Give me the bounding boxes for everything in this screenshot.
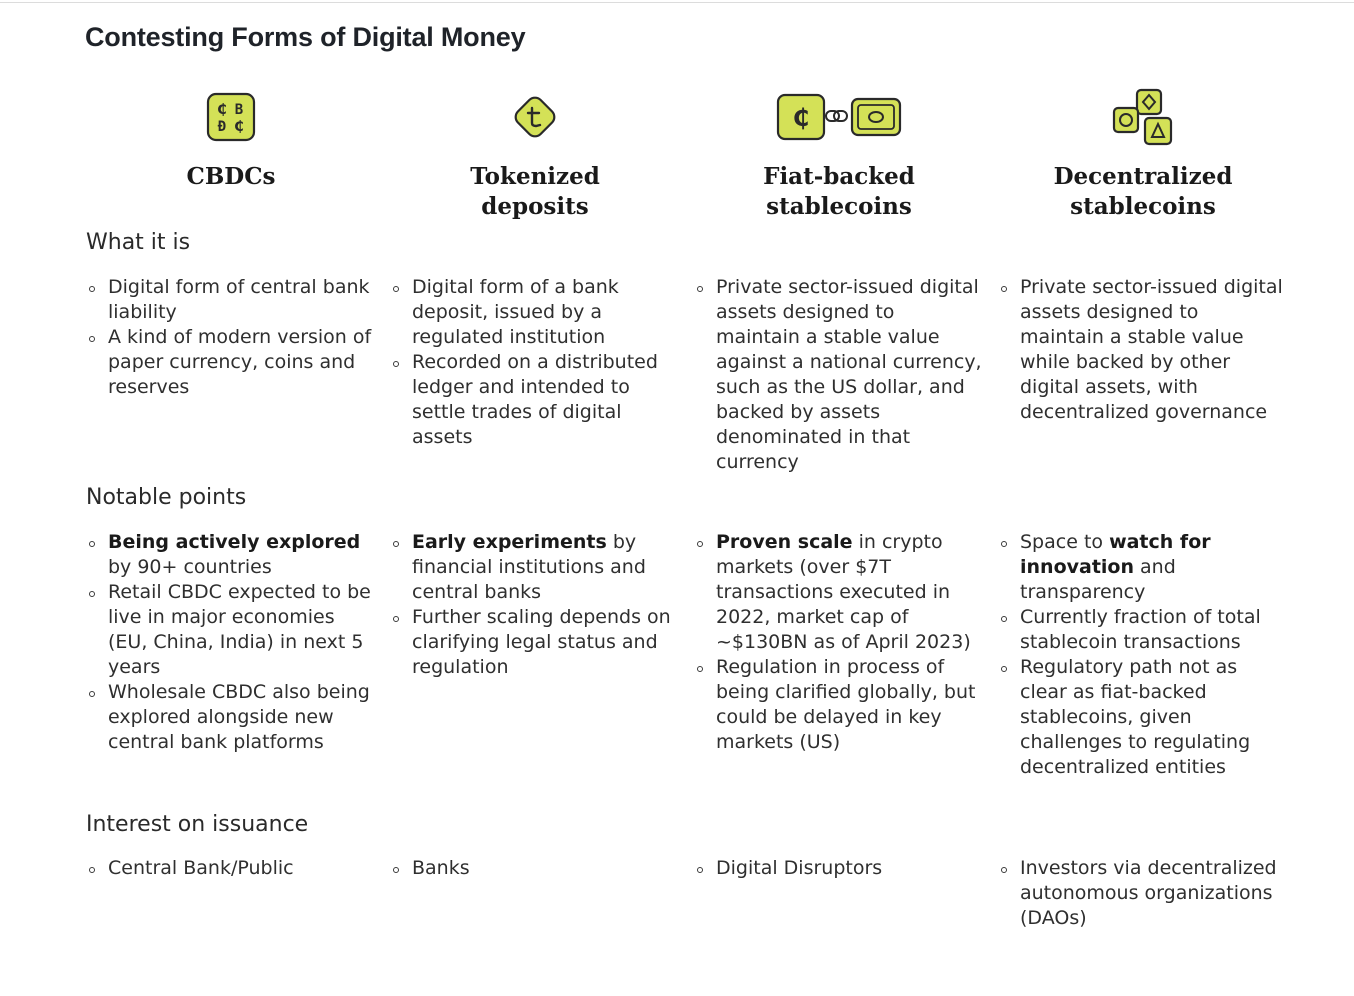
list-item xyxy=(86,680,376,755)
column-header-tokenized: Tokenized deposits xyxy=(470,163,600,220)
list-item xyxy=(390,530,680,605)
list-item xyxy=(998,655,1288,780)
item-text: by 90+ countries xyxy=(108,556,272,578)
bold-text: Early experiments xyxy=(412,531,607,553)
what-it-is-list xyxy=(998,275,1288,425)
item-text: Regulation in process of being clarified globally, but could be delayed in key markets (US) xyxy=(716,656,976,753)
svg-text:Ð: Ð xyxy=(217,119,227,135)
item-text: by financial institutions and central banks xyxy=(412,531,646,603)
item-text: Central Bank/Public xyxy=(108,857,294,879)
page-title: Contesting Forms of Digital Money xyxy=(85,22,526,52)
item-text: Recorded on a distributed ledger and intended to settle trades of digital assets xyxy=(412,351,658,448)
list-item xyxy=(390,605,680,680)
list-item xyxy=(390,350,680,450)
fiat-link-icon xyxy=(776,92,902,142)
what-it-is-list xyxy=(694,275,984,475)
list-item xyxy=(390,275,680,350)
bold-text: Proven scale xyxy=(716,531,853,553)
list-item xyxy=(998,530,1288,605)
column-header-cbdc: CBDCs xyxy=(186,163,276,190)
svg-text:₵: ₵ xyxy=(234,119,244,135)
shapes-column-icon xyxy=(998,88,1288,146)
item-text: Banks xyxy=(412,857,470,879)
item-text: Wholesale CBDC also being explored alongside new central bank platforms xyxy=(108,681,370,753)
notable-points-list xyxy=(390,530,680,680)
token-column-icon xyxy=(390,88,680,146)
interest-list xyxy=(694,856,984,881)
item-text: Digital form of central bank liability xyxy=(108,276,370,323)
bold-text: Being actively explored xyxy=(108,531,361,553)
item-text: Regulatory path not as clear as fiat-backed stablecoins, given challenges to regulating decentralized entities xyxy=(1020,656,1251,778)
svg-text:₵: ₵ xyxy=(792,104,810,132)
list-item xyxy=(694,275,984,475)
item-text: Space to xyxy=(1020,531,1110,553)
item-text: Private sector-issued digital assets designed to maintain a stable value against a national currency, such as the US dollar, and backed by assets denominated in that currency xyxy=(716,276,982,473)
column-header-fiat: Fiat-backed stablecoins xyxy=(763,163,915,220)
interest-list xyxy=(86,856,376,881)
item-text: Retail CBDC expected to be live in major economies (EU, China, India) in next 5 years xyxy=(108,581,371,678)
fiat-column-icon xyxy=(694,88,984,146)
item-text: Investors via decentralized autonomous organizations (DAOs) xyxy=(1020,857,1277,929)
svg-text:₵: ₵ xyxy=(217,102,227,118)
notable-points-list xyxy=(998,530,1288,780)
list-item xyxy=(86,580,376,680)
list-item xyxy=(998,275,1288,425)
list-item xyxy=(86,856,376,881)
bold-text: watch for innovation xyxy=(1020,531,1211,578)
item-text: Digital Disruptors xyxy=(716,857,883,879)
section-interest-on-issuance: Interest on issuance xyxy=(86,812,309,837)
item-text: Digital form of a bank deposit, issued by a regulated institution xyxy=(412,276,619,348)
item-text: and transparency xyxy=(1020,556,1176,603)
list-item xyxy=(86,530,376,580)
list-item xyxy=(86,325,376,400)
list-item xyxy=(998,605,1288,655)
list-item xyxy=(998,856,1288,931)
column-header-decentralized: Decentralized stablecoins xyxy=(1053,163,1233,220)
list-item xyxy=(390,856,680,881)
list-item xyxy=(694,530,984,655)
cbdc-icon xyxy=(205,91,257,143)
list-item xyxy=(86,275,376,325)
list-item xyxy=(694,856,984,881)
list-item xyxy=(694,655,984,755)
item-text: Private sector-issued digital assets designed to maintain a stable value while backed by other digital assets, with decentralized governance xyxy=(1020,276,1283,423)
top-divider xyxy=(0,2,1354,3)
item-text: A kind of modern version of paper currency, coins and reserves xyxy=(108,326,372,398)
section-what-it-is: What it is xyxy=(86,230,191,255)
item-text: Currently fraction of total stablecoin transactions xyxy=(1020,606,1261,653)
notable-points-list xyxy=(86,530,376,755)
what-it-is-list xyxy=(86,275,376,400)
cbdc-column-icon xyxy=(86,88,376,146)
interest-list xyxy=(998,856,1288,931)
notable-points-list xyxy=(694,530,984,755)
svg-text:B: B xyxy=(234,102,244,118)
item-text: in crypto markets (over $7T transactions executed in 2022, market cap of ~$130BN as of April 2023) xyxy=(716,531,971,653)
token-icon xyxy=(507,89,563,145)
shapes-icon xyxy=(1111,88,1175,146)
interest-list xyxy=(390,856,680,881)
item-text: Further scaling depends on clarifying legal status and regulation xyxy=(412,606,671,678)
what-it-is-list xyxy=(390,275,680,450)
section-notable-points: Notable points xyxy=(86,485,247,510)
